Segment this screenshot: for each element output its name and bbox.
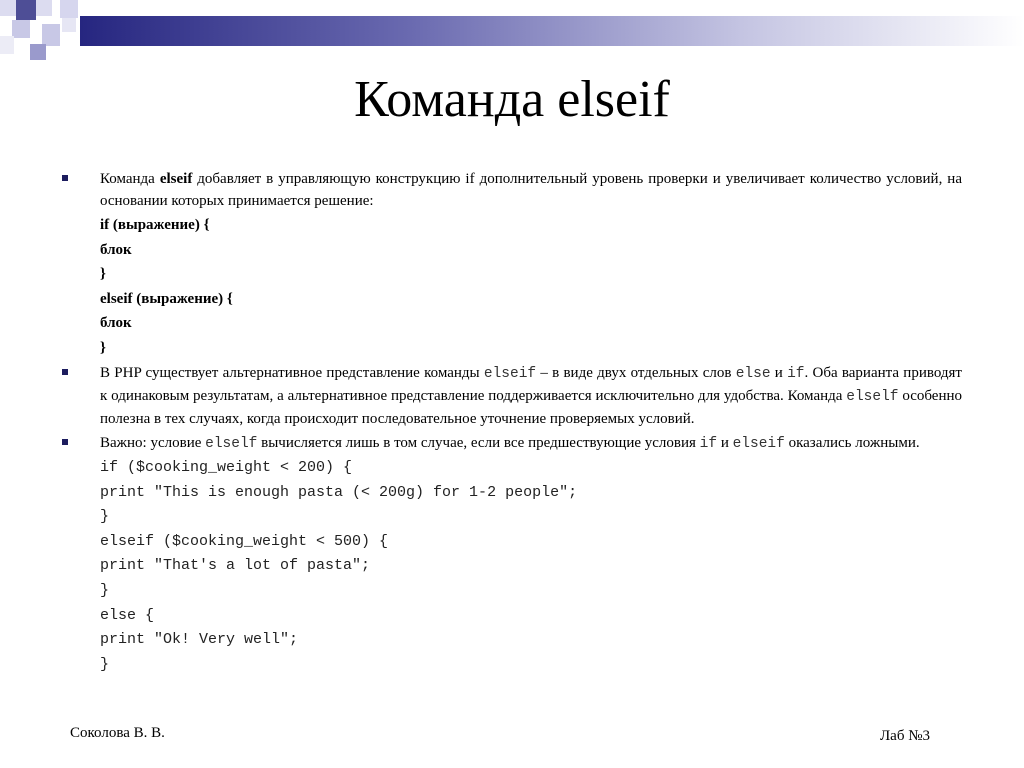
bullet3-text: и: [717, 435, 733, 451]
bullet3-text: оказались ложными.: [784, 435, 920, 451]
bullet3-text: Важно: условие: [100, 435, 206, 451]
php-code-example: [100, 456, 962, 677]
code-line: print "That's a lot of pasta";: [100, 557, 371, 575]
bullet2-text: – в виде двух отдельных слов: [536, 365, 736, 381]
decor-square: [16, 0, 36, 20]
syntax-line: if (выражение) {: [100, 217, 210, 233]
decor-square: [12, 20, 30, 38]
syntax-line: elseif (выражение) {: [100, 290, 233, 307]
syntax-line: }: [100, 339, 106, 356]
bullet-square-icon: [62, 175, 68, 181]
bullet1-text-pre: Команда: [100, 171, 160, 187]
code-line: else {: [100, 606, 155, 624]
inline-code: elseif: [483, 366, 537, 382]
code-line: print "Ok! Very well";: [100, 631, 299, 649]
slide-title: Команда elseif: [354, 71, 670, 128]
syntax-line: блок: [100, 315, 132, 331]
bullet1-keyword: elseif: [159, 171, 193, 187]
inline-code: if: [699, 436, 718, 452]
code-line: }: [100, 508, 110, 526]
decor-square: [0, 0, 16, 16]
bullet-item-3: [100, 432, 962, 455]
code-line: }: [100, 655, 110, 673]
inline-code: if: [787, 366, 805, 382]
bullet-item-1: [100, 168, 962, 212]
syntax-line: }: [100, 266, 106, 282]
code-line: elseif ($cooking_weight < 500) {: [100, 532, 389, 550]
footer-author: Соколова В. В.: [70, 725, 165, 741]
bullet2-text: и: [770, 365, 788, 381]
inline-code: elseif: [732, 436, 785, 452]
bullet1-text-post: добавляет в управляющую конструкцию if дополнительный уровень проверки и увеличивает количество условий, на основании которых принимается решение:: [100, 171, 962, 209]
slide-content: [100, 168, 962, 677]
syntax-line: блок: [100, 241, 132, 258]
bullet2-text: В PHP существует альтернативное представление команды: [100, 365, 484, 381]
inline-code: elself: [205, 436, 258, 452]
code-line: print "This is enough pasta (< 200g) for 1-2 people";: [100, 483, 578, 501]
header-gradient-bar: [80, 16, 1024, 46]
code-line: if ($cooking_weight < 200) {: [100, 459, 353, 476]
bullet-square-icon: [62, 439, 68, 445]
bullet-square-icon: [62, 369, 68, 375]
decor-square: [60, 0, 78, 18]
footer-lab-number: Лаб №3: [880, 728, 931, 744]
decor-square: [0, 36, 14, 54]
inline-code: else: [735, 366, 771, 382]
bullet-item-2: [100, 362, 962, 430]
bullet2-text: особенно полезна в тех случаях, когда происходит последовательное уточнение проверяемых условий.: [100, 388, 962, 427]
bullet2-text: . Оба варианта приводят к одинаковым результатам, а альтернативное представление поддерживается исключительно для удобства. Команда: [100, 365, 962, 404]
decor-square: [30, 44, 46, 60]
code-line: }: [100, 581, 110, 599]
decor-square: [62, 18, 76, 32]
decor-square: [36, 0, 52, 16]
syntax-block: [100, 213, 962, 360]
bullet3-text: вычисляется лишь в том случае, если все предшествующие условия: [257, 435, 700, 451]
decor-square: [42, 24, 60, 46]
inline-code: elself: [846, 389, 899, 405]
